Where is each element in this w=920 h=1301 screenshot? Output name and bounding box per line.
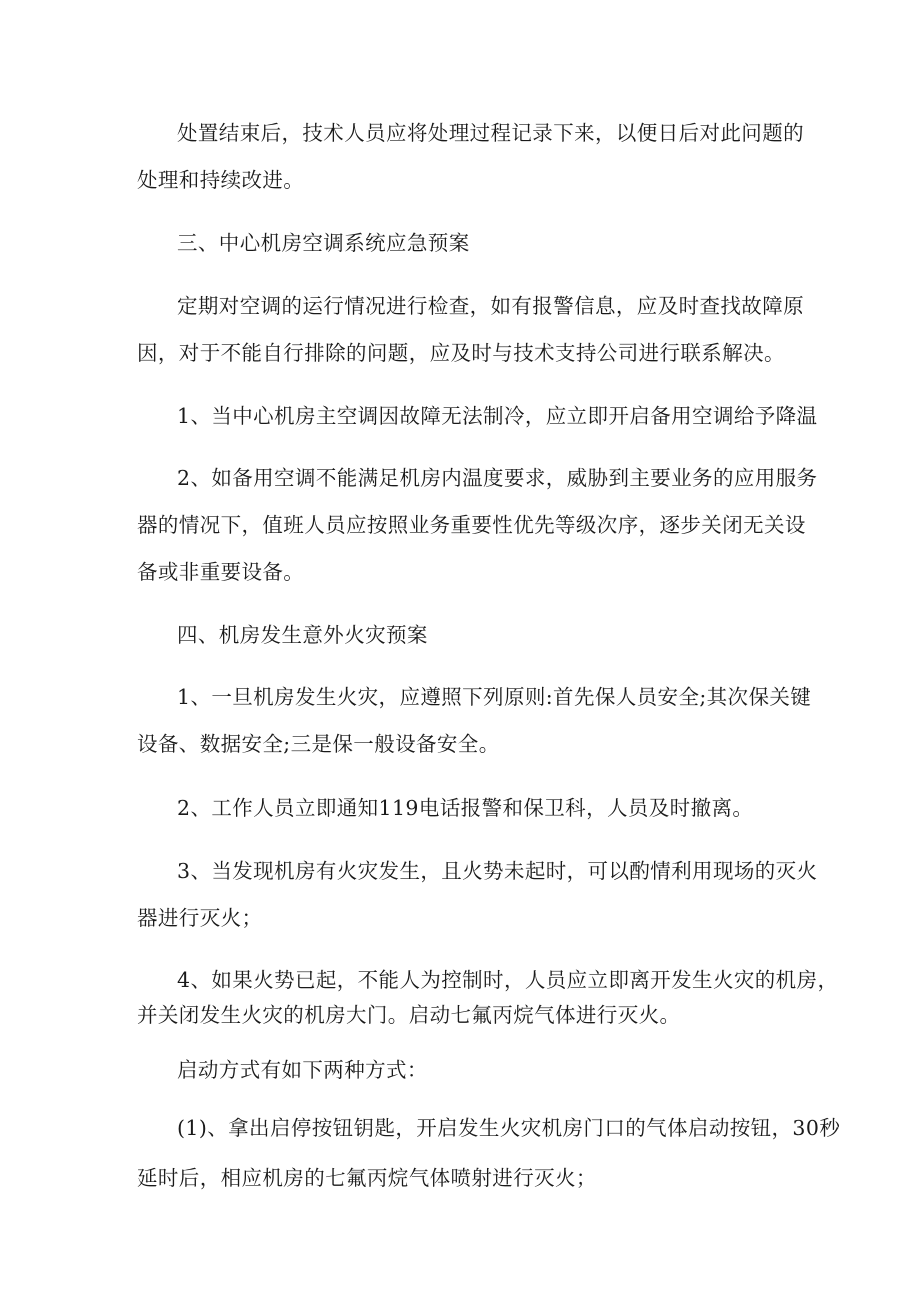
paragraph-line: 处置结束后，技术人员应将处理过程记录下来，以便日后对此问题的 bbox=[177, 121, 804, 145]
paragraph-line: 1、当中心机房主空调因故障无法制冷，应立即开启备用空调给予降温 bbox=[177, 404, 818, 428]
paragraph-line: 因，对于不能自行排除的问题，应及时与技术支持公司进行联系解决。 bbox=[137, 341, 785, 365]
paragraph-line: 2、如备用空调不能满足机房内温度要求，威胁到主要业务的应用服务 bbox=[177, 466, 818, 490]
section-heading: 三、中心机房空调系统应急预案 bbox=[177, 231, 470, 255]
paragraph-line: 启动方式有如下两种方式： bbox=[177, 1058, 428, 1082]
paragraph-line: 定期对空调的运行情况进行检查，如有报警信息，应及时查找故障原 bbox=[177, 294, 804, 318]
section-heading: 四、机房发生意外火灾预案 bbox=[177, 623, 428, 647]
paragraph-line: 器的情况下，值班人员应按照业务重要性优先等级次序，逐步关闭无关设 bbox=[137, 513, 806, 537]
paragraph-line: 设备、数据安全;三是保一般设备安全。 bbox=[137, 732, 500, 756]
paragraph-line: 处理和持续改进。 bbox=[137, 168, 305, 192]
paragraph-line: 延时后，相应机房的七氟丙烷气体喷射进行灭火； bbox=[137, 1166, 597, 1190]
paragraph-line: 备或非重要设备。 bbox=[137, 560, 305, 584]
paragraph-line: (1)、拿出启停按钮钥匙，开启发生火灾机房门口的气体启动按钮，30秒 bbox=[177, 1116, 841, 1140]
paragraph-line: 并关闭发生火灾的机房大门。启动七氟丙烷气体进行灭火。 bbox=[137, 1003, 681, 1027]
paragraph-line: 3、当发现机房有火灾发生，且火势未起时，可以酌情利用现场的灭火 bbox=[177, 859, 818, 883]
paragraph-line: 2、工作人员立即通知119电话报警和保卫科，人员及时撤离。 bbox=[177, 796, 754, 820]
paragraph-line: 4、如果火势已起，不能人为控制时，人员应立即离开发生火灾的机房， bbox=[177, 968, 839, 992]
paragraph-line: 1、一旦机房发生火灾，应遵照下列原则:首先保人员安全;其次保关键 bbox=[177, 685, 812, 709]
paragraph-line: 器进行灭火； bbox=[137, 906, 263, 930]
